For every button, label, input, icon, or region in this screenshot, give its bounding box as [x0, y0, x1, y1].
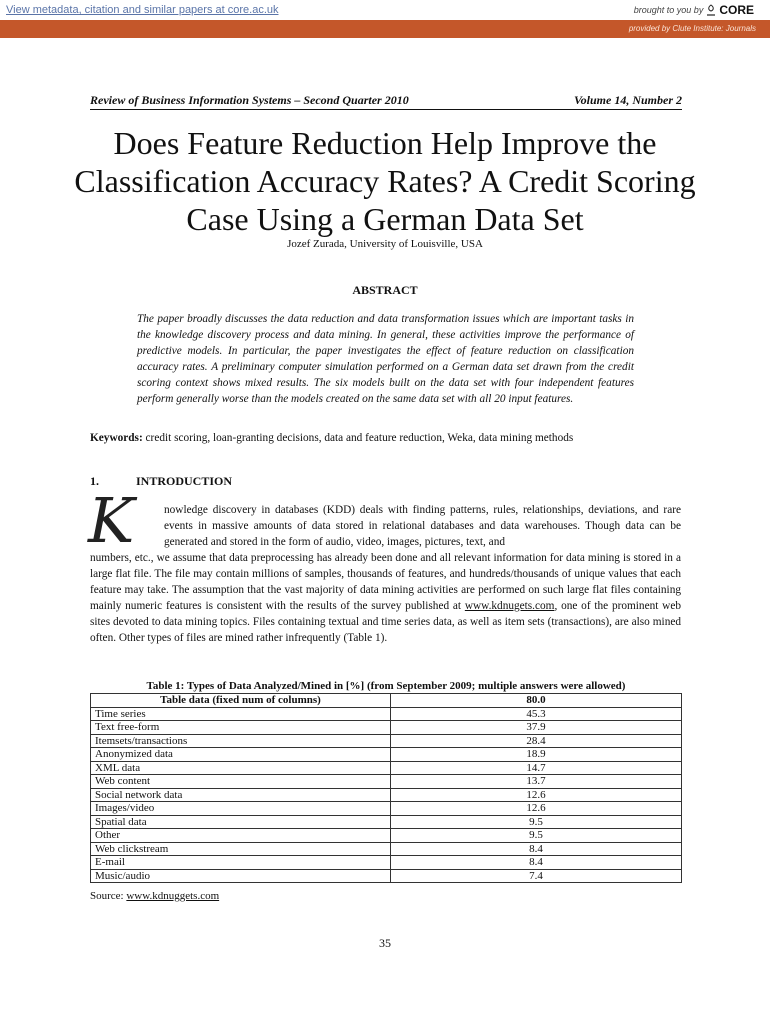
table-cell-value: 9.5 — [391, 815, 682, 829]
intro-first-lines: nowledge discovery in databases (KDD) deals with finding patterns, rules, relationships, deviations, and rare events in massive amounts of data stored in relational databases and data warehouses. Though data can be generated and stored in the form of audio, video, images, pictures, text, and — [164, 504, 681, 548]
table-header-row — [91, 694, 682, 708]
table-cell-value: 8.4 — [391, 842, 682, 856]
core-logo-text: CORE — [719, 3, 754, 17]
table-row — [91, 775, 682, 789]
volume-number: Volume 14, Number 2 — [573, 93, 682, 107]
intro-paragraph — [90, 550, 681, 646]
table-cell-value: 45.3 — [391, 707, 682, 721]
table-cell-label: E-mail — [91, 856, 391, 870]
table-cell-value: 28.4 — [391, 734, 682, 748]
table-cell-value: 12.6 — [391, 802, 682, 816]
table-cell-label: Web content — [91, 775, 391, 789]
core-provided-by[interactable]: provided by Clute Institute: Journals — [628, 24, 756, 33]
keywords-label: Keywords: — [90, 432, 143, 444]
section-title: INTRODUCTION — [136, 474, 233, 488]
table-cell-label: Music/audio — [91, 869, 391, 883]
brought-to-you-text: brought to you by — [633, 5, 704, 15]
table-row — [91, 788, 682, 802]
table-cell-label: Social network data — [91, 788, 391, 802]
table-cell-label: Anonymized data — [91, 748, 391, 762]
table-cell-value: 12.6 — [391, 788, 682, 802]
table-body — [91, 707, 682, 883]
data-types-table — [90, 693, 682, 883]
keywords-text: credit scoring, loan-granting decisions, data and feature reduction, Weka, data mining methods — [145, 432, 574, 444]
table-cell-label: Itemsets/transactions — [91, 734, 391, 748]
table-cell-label: Other — [91, 829, 391, 843]
table-row — [91, 829, 682, 843]
drop-cap: K — [88, 484, 135, 557]
table-cell-value: 14.7 — [391, 761, 682, 775]
journal-name: Review of Business Information Systems – Second Quarter 2010 — [90, 93, 409, 107]
core-provider-bar — [0, 20, 770, 38]
table-row — [91, 761, 682, 775]
table-row — [91, 802, 682, 816]
core-logo-icon — [706, 4, 716, 16]
table-row — [91, 734, 682, 748]
intro-text-after-link: , one of the prominent web sites devoted to data mining topics. Files containing textual and time series data, as well as item sets (transactions), are also mined often. Other types of files are mined rather infrequently (Table 1). — [90, 600, 681, 644]
table-cell-value: 37.9 — [391, 721, 682, 735]
running-head — [90, 93, 682, 110]
table-row — [91, 815, 682, 829]
abstract-heading: ABSTRACT — [352, 283, 418, 297]
table-cell-value: 13.7 — [391, 775, 682, 789]
core-banner — [0, 0, 770, 38]
table-cell-label: Time series — [91, 707, 391, 721]
table-cell-label: Images/video — [91, 802, 391, 816]
table-cell-value: 9.5 — [391, 829, 682, 843]
source-label: Source: — [90, 890, 127, 902]
source-link[interactable]: www.kdnuggets.com — [126, 890, 220, 902]
page-number: 35 — [379, 936, 391, 950]
table-cell-label: Web clickstream — [91, 842, 391, 856]
paper-title: Does Feature Reduction Help Improve the Classification Accuracy Rates? A Credit Scoring Case Using a German Data Set — [74, 125, 696, 237]
abstract-text: The paper broadly discusses the data reduction and data transformation issues which are important tasks in the knowledge discovery process and data mining. In general, these activities improve the performance of predictive models. In particular, the paper investigates the effect of feature reduction on classification accuracy rates. A preliminary computer simulation performed on a German data set drawn from the credit scoring context shows mixed results. The six models built on the data set with four independent features perform generally worse than the models created on the same data set with all 20 input features. — [137, 313, 634, 405]
table-source — [90, 890, 219, 902]
table-row — [91, 842, 682, 856]
table-cell-label: XML data — [91, 761, 391, 775]
intro-text-before-link: numbers, etc., we assume that data preprocessing has already been done and all relevant information for data mining is stored in a large flat file. The file may contain millions of samples, thousands of features, and hundreds/thousands of unique values that each feature may take. The assumption that the vast majority of data mining activities are performed on such large flat files containing mainly numeric features is consistent with the results of the survey published at — [90, 552, 681, 612]
table-row — [91, 721, 682, 735]
core-metadata-link[interactable]: View metadata, citation and similar papers at core.ac.uk — [6, 4, 279, 16]
table-row — [91, 856, 682, 870]
table-cell-label: Spatial data — [91, 815, 391, 829]
table-header-value: 80.0 — [391, 694, 682, 708]
table-header-label: Table data (fixed num of columns) — [91, 694, 391, 708]
table-cell-label: Text free-form — [91, 721, 391, 735]
author-line: Jozef Zurada, University of Louisville, USA — [287, 238, 483, 250]
table-cell-value: 18.9 — [391, 748, 682, 762]
table-caption: Table 1: Types of Data Analyzed/Mined in [%] (from September 2009; multiple answers were allowed) — [146, 680, 626, 692]
table-row — [91, 707, 682, 721]
section-number: 1. — [90, 474, 99, 488]
core-brought-by[interactable] — [634, 3, 754, 17]
kdnugets-link[interactable]: www.kdnugets.com — [464, 600, 555, 612]
table-cell-value: 8.4 — [391, 856, 682, 870]
core-banner-top — [0, 0, 770, 20]
table-row — [91, 869, 682, 883]
table-row — [91, 748, 682, 762]
table-cell-value: 7.4 — [391, 869, 682, 883]
keywords — [90, 430, 690, 446]
